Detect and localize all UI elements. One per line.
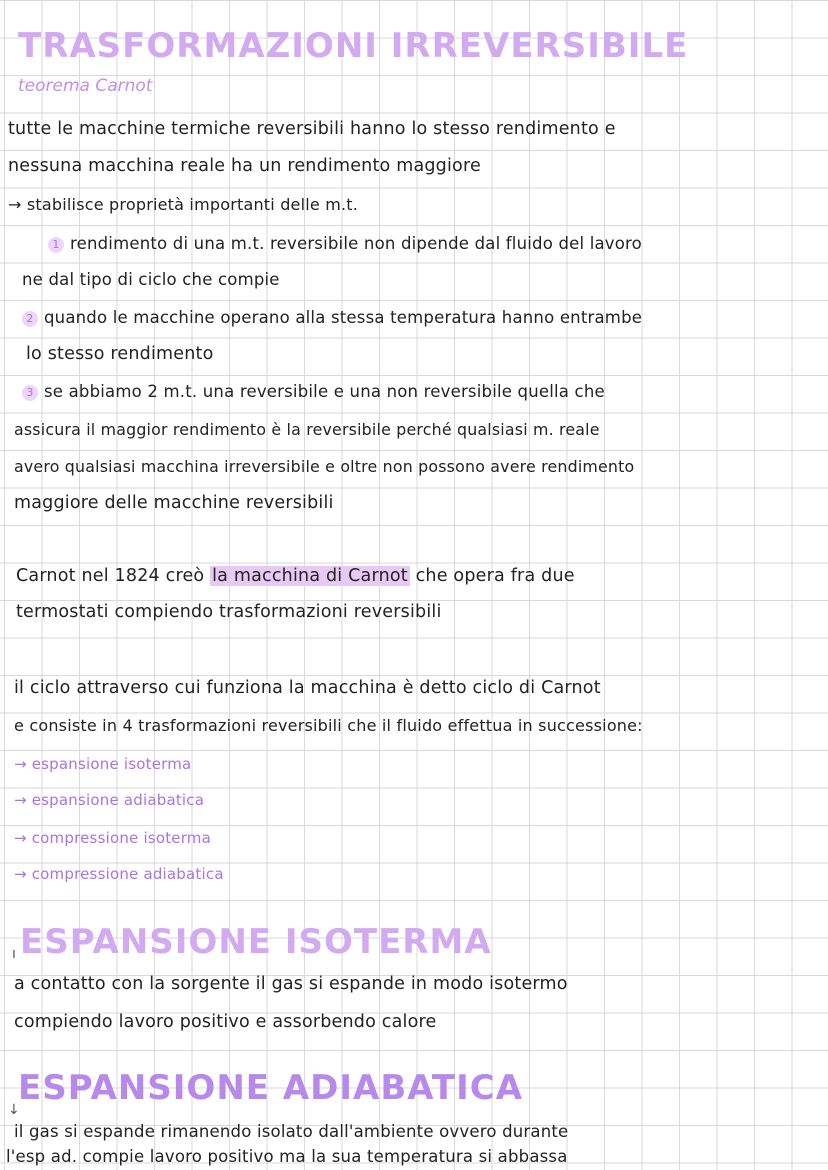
- isoterma-line-2: compiendo lavoro positivo e assorbendo calore: [14, 1012, 437, 1032]
- cycle-line-1: il ciclo attraverso cui funziona la macchina è detto ciclo di Carnot: [14, 678, 601, 698]
- carnot-text-before: Carnot nel 1824 creò: [16, 566, 211, 586]
- carnot-line-1: [16, 564, 575, 588]
- point-2-text: quando le macchine operano alla stessa temperatura hanno entrambe: [44, 308, 643, 327]
- cycle-item-3: → compressione isoterma: [14, 829, 212, 847]
- point-2-line-2: lo stesso rendimento: [26, 344, 214, 364]
- point-2: [22, 306, 642, 330]
- section-title-isoterma: ESPANSIONE ISOTERMA: [20, 922, 492, 962]
- cycle-item-1: → espansione isoterma: [14, 755, 192, 773]
- point-3: [22, 380, 605, 404]
- isoterma-line-1: a contatto con la sorgente il gas si espande in modo isotermo: [14, 974, 568, 994]
- point-1: [48, 232, 642, 256]
- point-3-line-4: maggiore delle macchine reversibili: [14, 493, 334, 513]
- cycle-line-2: e consiste in 4 trasformazioni reversibili che il fluido effettua in successione:: [14, 716, 643, 735]
- point-3-text: se abbiamo 2 m.t. una reversibile e una non reversibile quella che: [44, 382, 605, 401]
- intro-line-1: tutte le macchine termiche reversibili hanno lo stesso rendimento e: [8, 119, 616, 139]
- subtitle: teorema Carnot: [18, 76, 153, 96]
- point-2-number: 2: [22, 311, 38, 327]
- point-3-line-3: avero qualsiasi macchina irreversibile e oltre non possono avere rendimento: [14, 457, 635, 476]
- point-3-line-2: assicura il maggior rendimento è la reversibile perché qualsiasi m. reale: [14, 420, 600, 439]
- intro-line-2: nessuna macchina reale ha un rendimento maggiore: [8, 156, 481, 176]
- section-title-adiabatica: ESPANSIONE ADIABATICA: [18, 1068, 524, 1108]
- cycle-item-4: → compressione adiabatica: [14, 865, 224, 883]
- carnot-text-after: che opera fra due: [409, 566, 575, 586]
- page-title: TRASFORMAZIONI IRREVERSIBILE: [18, 26, 689, 66]
- point-1-number: 1: [48, 237, 64, 253]
- carnot-line-2: termostati compiendo trasformazioni reversibili: [16, 602, 442, 622]
- intro-line-3: → stabilisce proprietà importanti delle m.t.: [8, 195, 359, 214]
- tick-mark-2: ↓: [8, 1102, 20, 1118]
- carnot-machine-highlight: la macchina di Carnot: [212, 566, 408, 586]
- tick-mark: ı: [12, 946, 16, 962]
- cycle-item-2: → espansione adiabatica: [14, 791, 205, 809]
- point-1-line-2: ne dal tipo di ciclo che compie: [22, 270, 280, 289]
- adiabatica-line-1: il gas si espande rimanendo isolato dall'ambiente ovvero durante: [14, 1122, 569, 1141]
- adiabatica-line-2: l'esp ad. compie lavoro positivo ma la sua temperatura si abbassa: [6, 1147, 568, 1166]
- point-3-number: 3: [22, 385, 38, 401]
- point-1-text: rendimento di una m.t. reversibile non dipende dal fluido del lavoro: [70, 234, 642, 253]
